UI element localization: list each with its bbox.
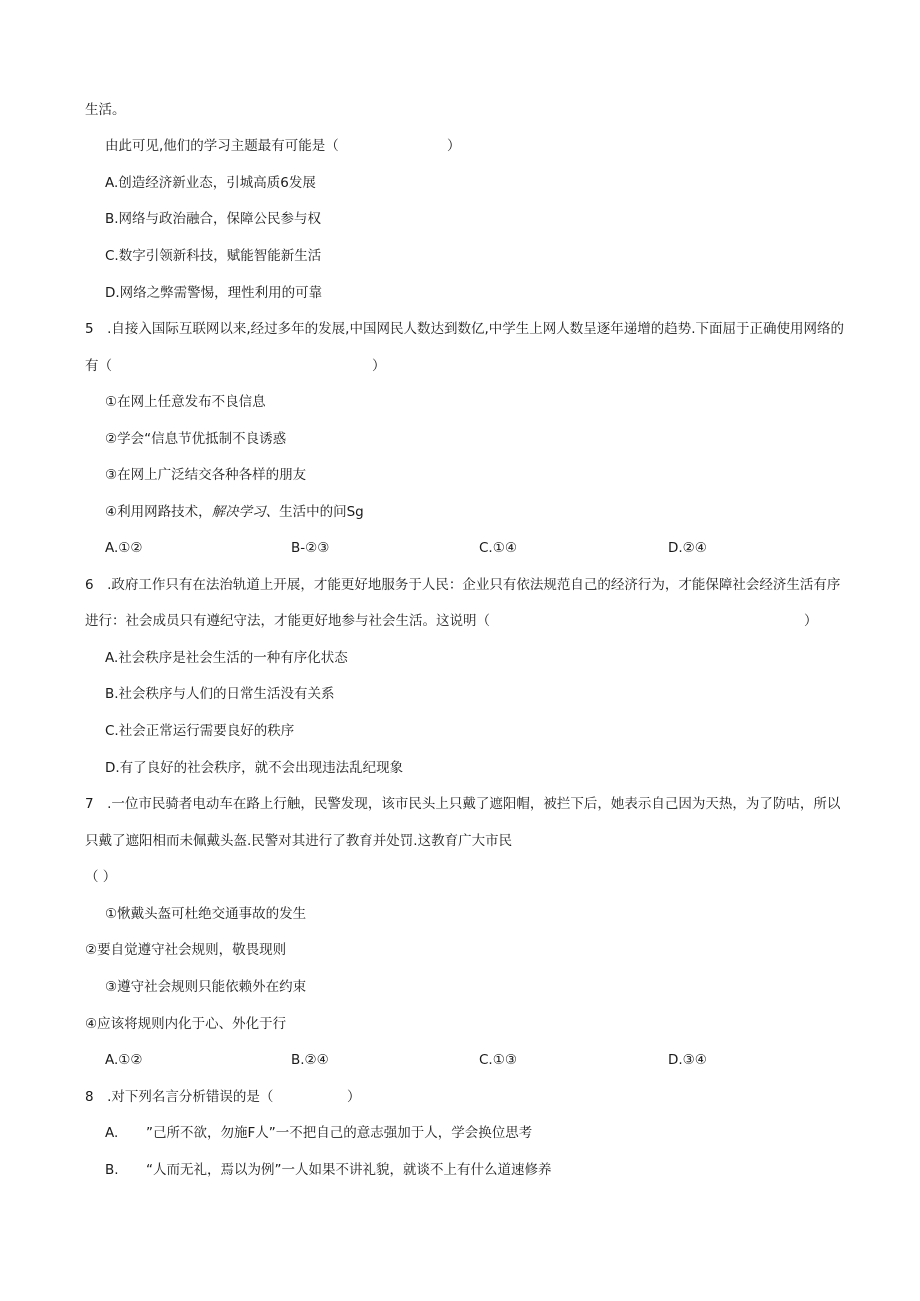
- statement-4-part: ④利用网路技术，: [105, 504, 212, 520]
- question-5-stem-cont: 有（: [85, 358, 112, 374]
- answer-paren-close: ）: [804, 613, 818, 629]
- statement-3: ③遵守社会规则只能依赖外在约束: [105, 979, 307, 995]
- choice-c: C.①③: [479, 1052, 517, 1068]
- statement-1: ①愀戴头盔可杜绝交通事故的发生: [105, 906, 307, 922]
- statement-4-tail: 生活中的问Sg: [279, 504, 364, 520]
- choice-b: B.②④: [291, 1052, 329, 1068]
- question-7-stem-cont: 只戴了遮阳相而未佩戴头盔.民警对其进行了教育并处罚.这教育广大市民: [85, 833, 513, 849]
- choice-a: A.①②: [105, 1052, 143, 1068]
- question-8-stem: 8 .对下列名言分析错误的是（: [85, 1089, 274, 1105]
- statement-4: [105, 503, 364, 521]
- choice-b: B-②③: [291, 540, 330, 556]
- question-stem: 由此可见,他们的学习主题最有可能是（: [105, 138, 339, 154]
- option-a: A.创造经济新业态，引城高质6发展: [105, 175, 316, 191]
- answer-paren-close: ）: [372, 358, 386, 374]
- question-7-stem: 7 .一位市民骑者电动车在路上行触，民警发现，该市民头上只戴了遮阳帽，被拦下后，她表示自己因为天热，为了防咕，所以: [85, 796, 841, 812]
- choice-c: C.①④: [479, 540, 517, 556]
- option-d: D.有了良好的社会秩序，就不会出现违法乱纪现象: [105, 760, 404, 776]
- choice-d: D.③④: [668, 1052, 707, 1068]
- statement-3: ③在网上广泛结交各种各样的朋友: [105, 467, 307, 483]
- option-b: B.网络与政治融合，保障公民参与权: [105, 211, 322, 227]
- statement-2: ②学会“信息节优抵制不良诱惑: [105, 431, 287, 447]
- option-b-text: “人而无礼，焉以为例”一人如果不讲礼貌，就谈不上有什么道速修养: [146, 1162, 552, 1178]
- option-a-text: ”己所不欲，勿施F人”一不把自己的意志强加于人，学会换位思考: [146, 1125, 533, 1141]
- answer-paren: （ ）: [85, 869, 117, 885]
- question-5-stem: 5 .自接入国际互联网以来,经过多年的发展,中国网民人数达到数亿,中学生上网人数呈逐年递增的趋势.下面屈于正确使用网络的: [85, 321, 845, 337]
- statement-4: ④应该将规则内化于心、外化于行: [85, 1016, 287, 1032]
- statement-4-italic: 解决学习、: [211, 504, 280, 520]
- question-6-stem: 6 .政府工作只有在法治轨道上开展，才能更好地服务于人民：企业只有依法规范自己的经济行为，才能保障社会经济生活有序: [85, 577, 841, 593]
- option-d: D.网络之弊需警惕，理性利用的可靠: [105, 285, 323, 301]
- choice-a: A.①②: [105, 540, 143, 556]
- option-b-label: B.: [105, 1162, 119, 1178]
- option-a: A.社会秩序是社会生活的一种有序化状态: [105, 650, 348, 666]
- option-b: B.社会秩序与人们的日常生活没有关系: [105, 686, 335, 702]
- answer-paren-close: ）: [447, 138, 461, 154]
- answer-paren-close: ）: [347, 1089, 361, 1105]
- text-line: 生活。: [85, 102, 126, 118]
- question-6-stem-cont: 进行：社会成员只有遵纪守法，才能更好地参与社会生活。这说明（: [85, 613, 490, 629]
- choice-d: D.②④: [668, 540, 707, 556]
- statement-2: ②要自觉遵守社会规则，敬畏现则: [85, 942, 287, 958]
- option-c: C.数字引领新科技，赋能智能新生活: [105, 248, 322, 264]
- option-a-label: A.: [105, 1125, 119, 1141]
- option-c: C.社会正常运行需要良好的秩序: [105, 723, 295, 739]
- statement-1: ①在网上任意发布不良信息: [105, 394, 266, 410]
